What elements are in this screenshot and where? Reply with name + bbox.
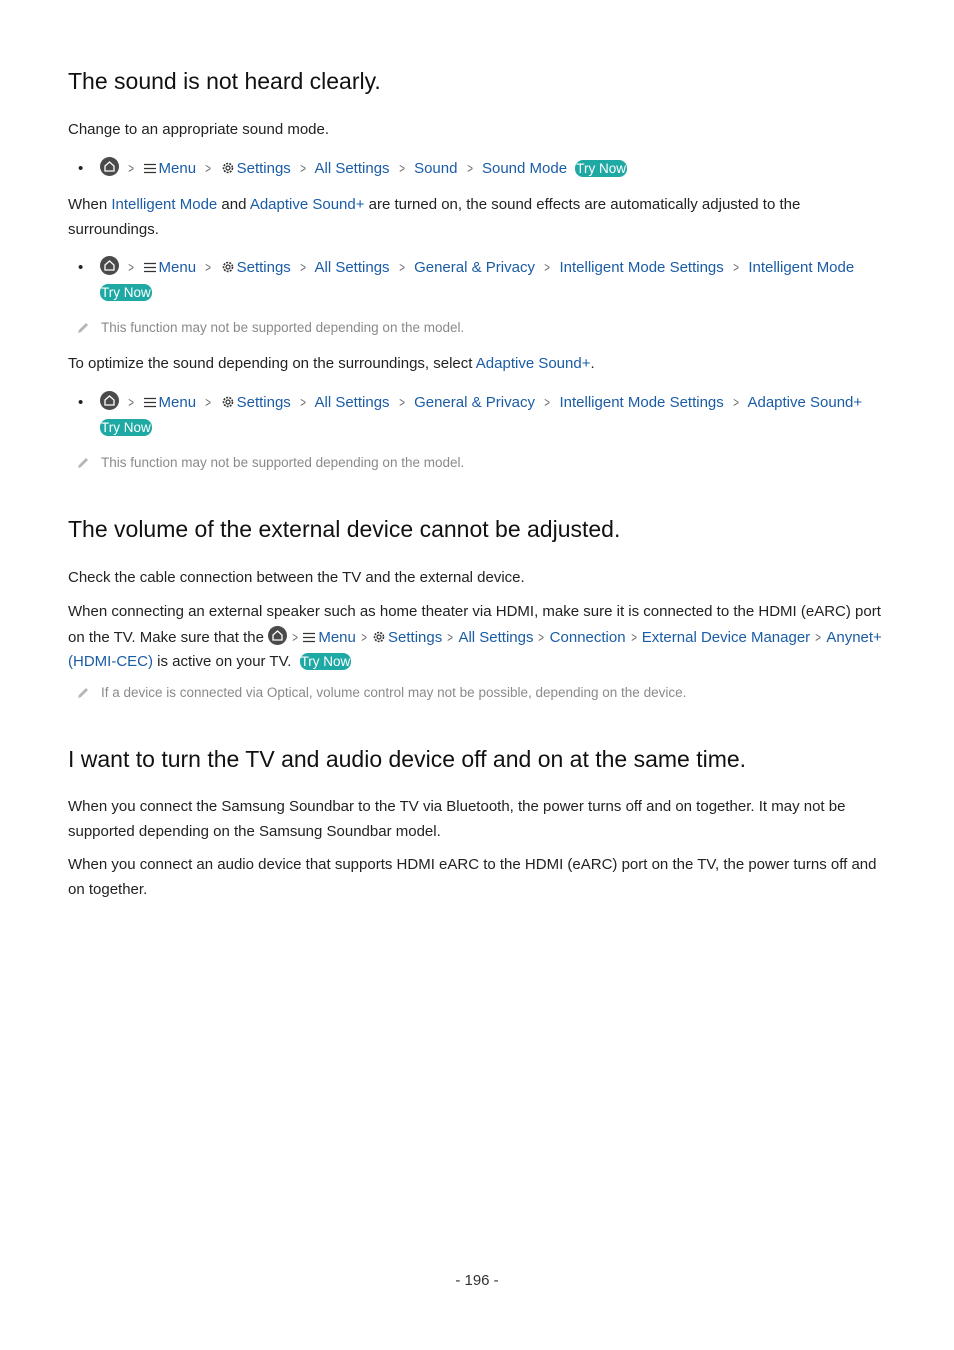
path-item-intelligent-mode-settings[interactable]: Intelligent Mode Settings: [559, 394, 724, 411]
earc-paragraph: When you connect an audio device that supports HDMI eARC to the HDMI (eARC) port on the TV, the power turns off and on together.: [68, 856, 877, 898]
menu-path-intelligent-mode: [68, 255, 898, 305]
path-item-sound[interactable]: Sound: [414, 160, 458, 177]
path-item-sound-mode[interactable]: Sound Mode: [481, 160, 568, 177]
menu-icon: [144, 262, 156, 273]
chevron-right-icon: >: [128, 259, 135, 275]
path-item-menu[interactable]: Menu: [158, 259, 197, 276]
menu-path-adaptive-sound: [68, 390, 898, 440]
note: If a device is connected via Optical, volume control may not be possible, depending on the device.: [76, 683, 686, 703]
page-number: - 196 -: [455, 1272, 499, 1289]
adaptive-sound-link[interactable]: Adaptive Sound+: [475, 355, 591, 372]
chevron-right-icon: >: [733, 394, 739, 410]
chevron-right-icon: >: [398, 394, 405, 410]
try-now-button[interactable]: Try Now: [576, 161, 626, 176]
chevron-right-icon: >: [447, 628, 454, 645]
path-item-anynet[interactable]: Anynet+ (HDMI-CEC): [68, 628, 882, 670]
intelligent-mode-paragraph: When Intelligent Mode and Adaptive Sound+ are turned on, the sound effects are automatically adjusted to the surroundings.: [68, 196, 801, 238]
path-item-settings[interactable]: Settings: [236, 394, 291, 411]
path-item-all-settings[interactable]: All Settings: [314, 394, 390, 411]
chevron-right-icon: >: [205, 394, 212, 410]
path-item-settings[interactable]: Settings: [236, 160, 291, 177]
chevron-right-icon: >: [361, 628, 367, 645]
menu-icon: [144, 163, 156, 174]
gear-icon: [372, 630, 386, 644]
section-title-sound: The sound is not heard clearly.: [68, 68, 381, 94]
home-icon: [100, 391, 119, 410]
try-now-button[interactable]: Try Now: [101, 285, 151, 300]
chevron-right-icon: >: [300, 394, 306, 410]
path-item-adaptive-sound[interactable]: Adaptive Sound+: [747, 394, 863, 411]
menu-icon: [303, 632, 315, 643]
chevron-right-icon: >: [733, 259, 739, 275]
chevron-right-icon: >: [205, 160, 212, 176]
path-item-all-settings[interactable]: All Settings: [314, 259, 390, 276]
note: This function may not be supported depending on the model.: [76, 318, 464, 338]
menu-path-sound-mode: [68, 156, 898, 181]
path-item-intelligent-mode[interactable]: Intelligent Mode: [748, 259, 855, 276]
bullet: •: [78, 259, 84, 276]
try-now-button[interactable]: Try Now: [300, 654, 351, 669]
bullet: •: [78, 394, 84, 411]
chevron-right-icon: >: [544, 394, 551, 410]
path-item-settings[interactable]: Settings: [388, 628, 443, 646]
chevron-right-icon: >: [398, 259, 405, 275]
external-speaker-paragraph: When connecting an external speaker such as home theater via HDMI, make sure it is connected to the HDMI (eARC) port on the TV. Make sure that the > Menu > Settings > All Settings > Connection > External Device Manager > Anynet+ (HDMI-CEC) is active on your TV. Try Now: [68, 603, 882, 670]
intelligent-mode-link[interactable]: Intelligent Mode: [111, 196, 218, 213]
chevron-right-icon: >: [538, 628, 545, 645]
home-icon: [100, 157, 119, 176]
chevron-right-icon: >: [398, 160, 405, 176]
pencil-icon: [76, 456, 90, 470]
path-item-general-privacy[interactable]: General & Privacy: [414, 394, 535, 411]
chevron-right-icon: >: [630, 628, 637, 645]
chevron-right-icon: >: [300, 259, 306, 275]
note: This function may not be supported depending on the model.: [76, 453, 464, 473]
path-item-all-settings[interactable]: All Settings: [314, 160, 390, 177]
path-item-external-device-manager[interactable]: External Device Manager: [641, 628, 811, 646]
path-item-intelligent-mode-settings[interactable]: Intelligent Mode Settings: [559, 259, 724, 276]
adaptive-sound-link[interactable]: Adaptive Sound+: [249, 196, 365, 213]
path-item-menu[interactable]: Menu: [158, 160, 197, 177]
intro-text: Change to an appropriate sound mode.: [68, 121, 330, 138]
section-title-power: I want to turn the TV and audio device off and on at the same time.: [68, 746, 747, 772]
path-item-settings[interactable]: Settings: [236, 259, 291, 276]
path-item-general-privacy[interactable]: General & Privacy: [414, 259, 535, 276]
chevron-right-icon: >: [544, 259, 551, 275]
menu-icon: [144, 397, 156, 408]
chevron-right-icon: >: [292, 628, 299, 645]
chevron-right-icon: >: [815, 628, 822, 645]
path-item-all-settings[interactable]: All Settings: [458, 628, 534, 646]
path-item-connection[interactable]: Connection: [549, 628, 626, 646]
home-icon: [100, 256, 119, 275]
gear-icon: [221, 260, 235, 274]
soundbar-paragraph: When you connect the Samsung Soundbar to the TV via Bluetooth, the power turns off and on together. It may not be supported depending on the Samsung Soundbar model.: [68, 798, 846, 840]
chevron-right-icon: >: [205, 259, 212, 275]
chevron-right-icon: >: [300, 160, 306, 176]
optimize-paragraph: To optimize the sound depending on the surroundings, select Adaptive Sound+.: [68, 355, 595, 372]
pencil-icon: [76, 686, 90, 700]
home-icon: [268, 626, 287, 645]
section-title-volume: The volume of the external device cannot be adjusted.: [68, 516, 621, 542]
bullet: •: [78, 160, 84, 177]
chevron-right-icon: >: [128, 394, 135, 410]
gear-icon: [221, 395, 235, 409]
path-item-menu[interactable]: Menu: [318, 628, 356, 646]
gear-icon: [221, 161, 235, 175]
chevron-right-icon: >: [466, 160, 473, 176]
cable-check-text: Check the cable connection between the TV and the external device.: [68, 569, 525, 586]
try-now-button[interactable]: Try Now: [101, 420, 151, 435]
pencil-icon: [76, 321, 90, 335]
path-item-menu[interactable]: Menu: [158, 394, 197, 411]
chevron-right-icon: >: [128, 160, 135, 176]
